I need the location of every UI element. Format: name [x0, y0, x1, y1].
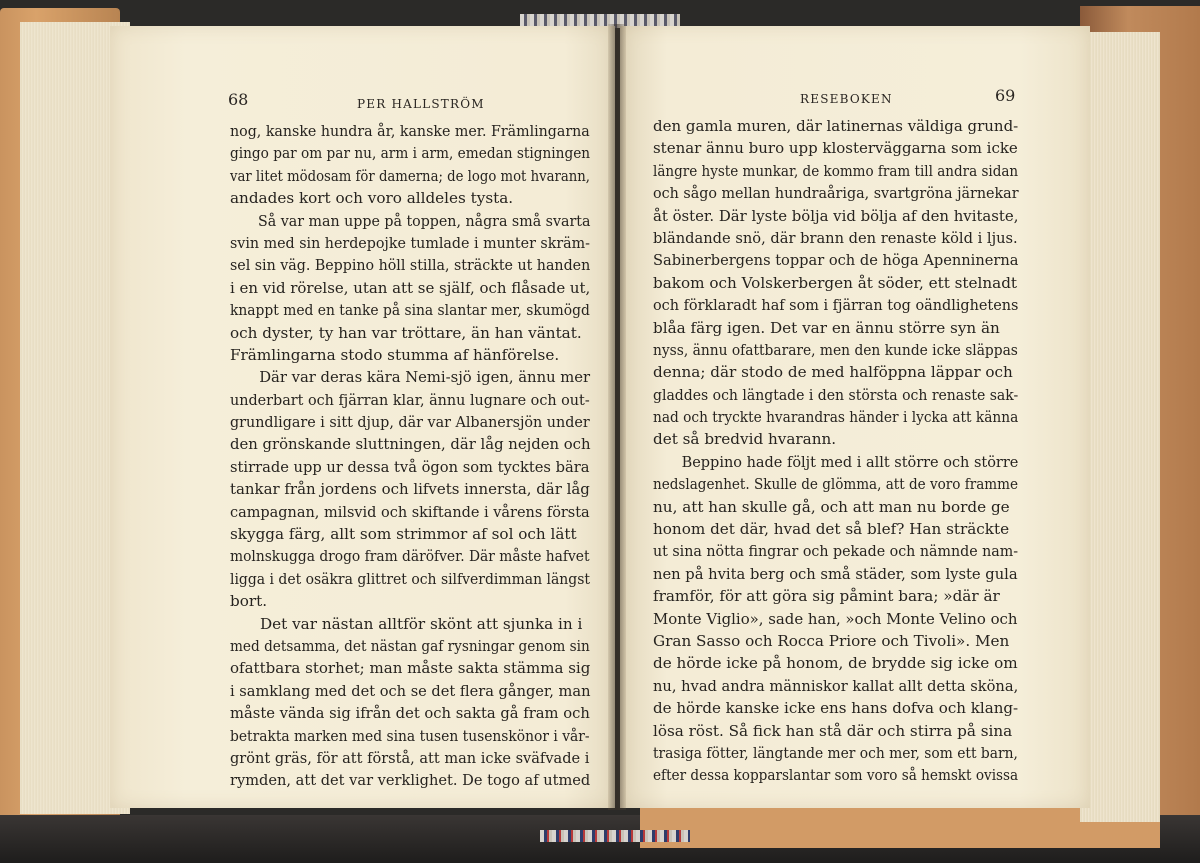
text-line: skygga färg, allt som strimmor af sol och lätt: [230, 525, 577, 544]
text-line: stirrade upp ur dessa två ögon som tycktes bära: [230, 457, 590, 476]
text-line: denna; där stodo de med halföppna läppar och: [653, 363, 1013, 382]
text-line: i samklang med det och se det flera gånger, man: [230, 681, 591, 700]
text-line: Sabinerbergens toppar och de höga Apenninerna: [653, 251, 1019, 270]
text-line: måste vända sig ifrån det och sakta gå fram och: [230, 704, 590, 723]
text-line: Gran Sasso och Rocca Priore och Tivoli». Men: [653, 631, 1010, 650]
text-line: var litet mödosam för damerna; de logo mot hvarann,: [230, 166, 590, 185]
right-running-head: RESEBOKEN: [800, 92, 893, 106]
text-line: grönt gräs, för att förstå, att man icke sväfvade i: [230, 748, 590, 767]
text-line: nu, hvad andra människor kallat allt detta sköna,: [653, 676, 1019, 695]
text-line: nu, att han skulle gå, och att man nu borde ge: [653, 497, 1010, 516]
text-line: nad och tryckte hvarandras händer i lycka att känna: [653, 408, 1019, 427]
text-line: ligga i det osäkra glittret och silfverdimman längst: [230, 569, 590, 588]
text-line: trasiga fötter, längtande mer och mer, som ett barn,: [653, 743, 1018, 762]
text-line: Främlingarna stodo stumma af hänförelse.: [230, 345, 560, 364]
spine-headband-bottom: [540, 830, 690, 842]
page-edges-right: [1080, 32, 1160, 822]
text-line: molnskugga drogo fram däröfver. Där måste hafvet: [230, 547, 590, 566]
text-line: grundligare i sitt djup, där var Albanersjön under: [230, 413, 590, 432]
text-line: Det var nästan alltför skönt att sjunka in i: [260, 614, 583, 633]
right-page-number: 69: [995, 86, 1016, 105]
text-line: bakom och Volskerbergen åt söder, ett stelnadt: [653, 273, 1018, 292]
text-line: den grönskande sluttningen, där låg nejden och: [230, 435, 591, 454]
text-line: gladdes och längtade i den största och renaste sak-: [653, 385, 1019, 404]
text-line: med detsamma, det nästan gaf rysningar genom sin: [230, 636, 590, 655]
text-line: Beppino hade följt med i allt större och större: [681, 452, 1019, 471]
text-line: nedslagenhet. Skulle de glömma, att de voro framme: [653, 475, 1019, 494]
text-line: ofattbara storhet; man måste sakta stämma sig: [230, 659, 591, 678]
left-page-body: [230, 120, 590, 792]
text-line: Så var man uppe på toppen, några små svarta: [258, 211, 591, 230]
text-line: honom det där, hvad det så blef? Han sträckte: [653, 520, 1010, 539]
text-line: rymden, att det var verklighet. De togo af utmed: [230, 771, 591, 790]
text-line: bort.: [230, 592, 268, 611]
text-line: knappt med en tanke på sina slantar mer, skumögd: [230, 301, 590, 320]
text-line: och förklaradt haf som i fjärran tog oändlighetens: [653, 296, 1019, 315]
text-line: stenar ännu buro upp klosterväggarna som icke: [653, 139, 1018, 158]
text-line: Där var deras kära Nemi-sjö igen, ännu mer: [259, 368, 591, 387]
text-line: betrakta marken med sina tusen tusenskönor i vår-: [230, 726, 590, 745]
text-line: sel sin väg. Beppino höll stilla, sträckte ut handen: [230, 256, 591, 275]
text-line: längre hyste munkar, de kommo fram till andra sidan: [653, 161, 1019, 180]
text-line: ut sina nötta fingrar och pekade och nämnde nam-: [653, 542, 1019, 561]
text-line: nog, kanske hundra år, kanske mer. Främlingarna: [230, 122, 590, 140]
text-line: de hörde icke på honom, de brydde sig icke om: [653, 654, 1018, 673]
text-line: och sågo mellan hundraåriga, svartgröna järnekar: [653, 184, 1019, 203]
text-line: tankar från jordens och lifvets innersta, där låg: [230, 480, 590, 499]
text-line: den gamla muren, där latinernas väldiga grund-: [653, 117, 1019, 135]
text-line: de hörde kanske icke ens hans dofva och klang-: [653, 699, 1019, 718]
text-line: nyss, ännu ofattbarare, men den kunde icke släppas: [653, 340, 1018, 359]
text-line: blåa färg igen. Det var en ännu större syn än: [653, 318, 1000, 337]
text-line: och dyster, ty han var tröttare, än han väntat.: [230, 323, 582, 342]
left-running-head: PER HALLSTRÖM: [357, 97, 485, 111]
left-page-number: 68: [228, 90, 249, 109]
text-line: lösa röst. Så fick han stå där och stirra på sina: [653, 721, 1013, 740]
text-line: nen på hvita berg och små städer, som lyste gula: [653, 564, 1018, 583]
text-line: framför, för att göra sig påmint bara; »där är: [653, 587, 1000, 606]
book-gutter: [608, 24, 626, 810]
text-line: underbart och fjärran klar, ännu lugnare och out-: [230, 390, 590, 409]
right-page-body: [653, 115, 1018, 787]
text-line: campagnan, milsvid och skiftande i vårens första: [230, 502, 590, 521]
text-line: det så bredvid hvarann.: [653, 430, 837, 449]
text-line: bländande snö, där brann den renaste köld i ljus.: [653, 228, 1018, 247]
text-line: gingo par om par nu, arm i arm, emedan stigningen: [230, 144, 591, 163]
text-line: Monte Viglio», sade han, »och Monte Velino och: [653, 609, 1018, 628]
text-line: andades kort och voro alldeles tysta.: [230, 189, 514, 208]
text-line: svin med sin herdepojke tumlade i munter skräm-: [230, 233, 590, 252]
text-line: åt öster. Där lyste bölja vid bölja af den hvitaste,: [653, 206, 1019, 225]
text-line: efter dessa kopparslantar som voro så hemskt ovissa: [653, 766, 1019, 785]
text-line: i en vid rörelse, utan att se själf, och flåsade ut,: [230, 278, 591, 297]
